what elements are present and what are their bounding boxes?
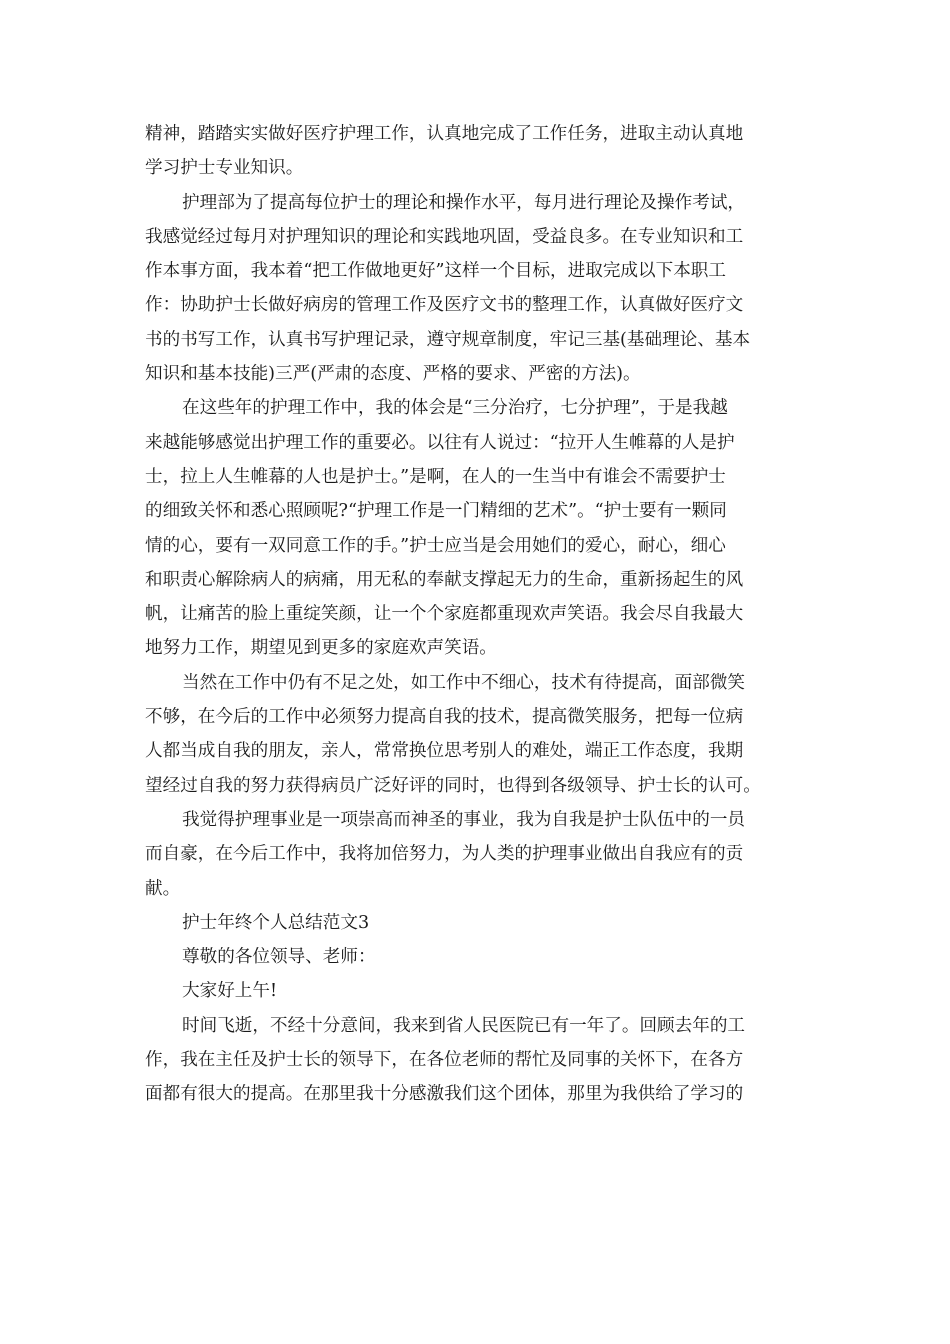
paragraph-first-line: 护理部为了提高每位护士的理论和操作水平，每月进行理论及操作考试， xyxy=(182,192,746,213)
text-line: 情的心，要有一双同意工作的手。”护士应当是会用她们的爱心，耐心，细心 xyxy=(145,535,726,556)
text-line: 学习护士专业知识。 xyxy=(145,158,304,179)
paragraph-first-line: 当然在工作中仍有不足之处，如工作中不细心，技术有待提高，面部微笑 xyxy=(182,672,746,693)
text-line: 不够，在今后的工作中必须努力提高自我的技术，提高微笑服务，把每一位病 xyxy=(145,707,744,728)
text-line: 作：协助护士长做好病房的管理工作及医疗文书的整理工作，认真做好医疗文 xyxy=(145,295,744,316)
text-line: 献。 xyxy=(145,878,181,899)
text-line: 望经过自我的努力获得病员广泛好评的同时，也得到各级领导、护士长的认可。 xyxy=(145,775,761,796)
text-line: 作，我在主任及护士长的领导下，在各位老师的帮忙及同事的关怀下，在各方 xyxy=(145,1050,744,1071)
text-line: 知识和基本技能)三严(严肃的态度、严格的要求、严密的方法)。 xyxy=(145,364,641,385)
text-line: 的细致关怀和悉心照顾呢?“护理工作是一门精细的艺术”。“护士要有一颗同 xyxy=(145,501,727,522)
paragraph-first-line: 在这些年的护理工作中，我的体会是“三分治疗，七分护理”，于是我越 xyxy=(182,398,728,419)
paragraph-first-line: 护士年终个人总结范文3 xyxy=(182,912,370,933)
text-line: 帆，让痛苦的脸上重绽笑颜，让一个个家庭都重现欢声笑语。我会尽自我最大 xyxy=(145,604,744,625)
document-body xyxy=(145,117,805,1112)
text-line: 人都当成自我的朋友，亲人，常常换位思考别人的难处，端正工作态度，我期 xyxy=(145,741,744,762)
text-line: 而自豪，在今后工作中，我将加倍努力，为人类的护理事业做出自我应有的贡 xyxy=(145,844,744,865)
text-line: 地努力工作，期望见到更多的家庭欢声笑语。 xyxy=(145,638,497,659)
text-line: 书的书写工作，认真书写护理记录，遵守规章制度，牢记三基(基础理论、基本 xyxy=(145,329,751,350)
paragraph-first-line: 尊敬的各位领导、老师： xyxy=(182,947,376,968)
paragraph-first-line: 我觉得护理事业是一项崇高而神圣的事业，我为自我是护士队伍中的一员 xyxy=(182,809,746,830)
text-line: 士，拉上人生帷幕的人也是护士。”是啊，在人的一生当中有谁会不需要护士 xyxy=(145,466,726,487)
paragraph-first-line: 时间飞逝，不经十分意间，我来到省人民医院已有一年了。回顾去年的工 xyxy=(182,1015,746,1036)
text-line: 面都有很大的提高。在那里我十分感激我们这个团体，那里为我供给了学习的 xyxy=(145,1084,744,1105)
text-line: 作本事方面，我本着“把工作做地更好”这样一个目标，进取完成以下本职工 xyxy=(145,261,726,282)
text-line: 来越能够感觉出护理工作的重要必。以往有人说过：“拉开人生帷幕的人是护 xyxy=(145,432,735,453)
paragraph-first-line: 大家好上午! xyxy=(182,981,278,1002)
text-line: 和职责心解除病人的病痛，用无私的奉献支撑起无力的生命，重新扬起生的风 xyxy=(145,569,744,590)
text-line: 我感觉经过每月对护理知识的理论和实践地巩固，受益良多。在专业知识和工 xyxy=(145,226,744,247)
text-line: 精神，踏踏实实做好医疗护理工作，认真地完成了工作任务，进取主动认真地 xyxy=(145,124,744,144)
